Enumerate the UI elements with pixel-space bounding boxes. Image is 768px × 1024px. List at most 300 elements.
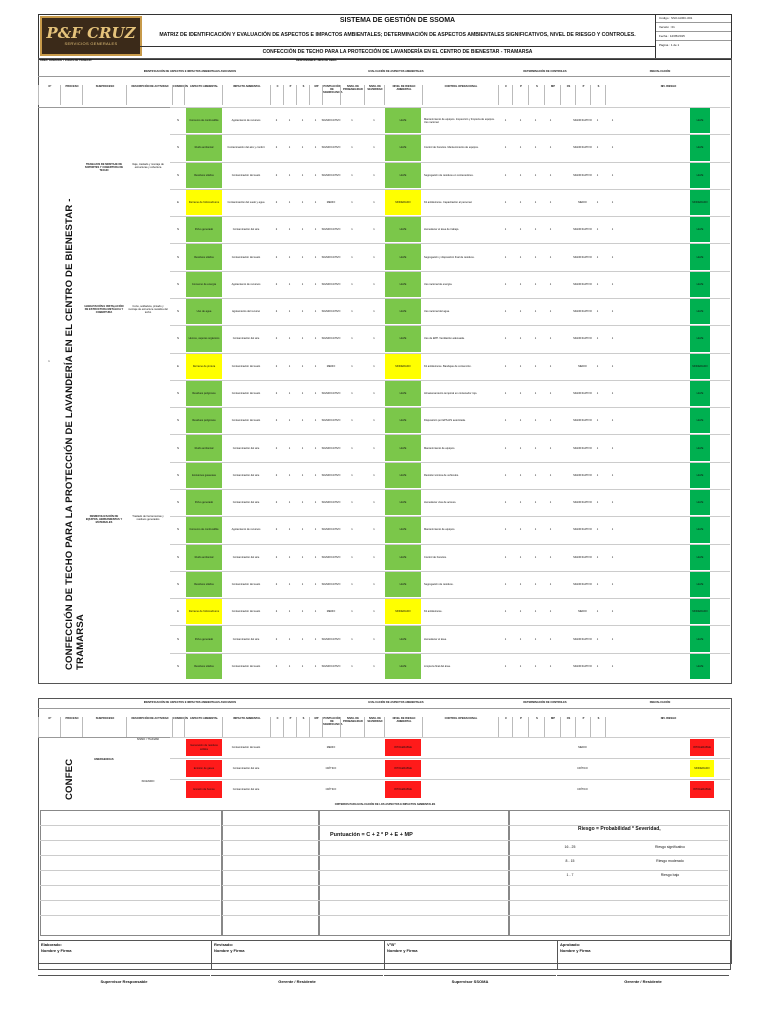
eval-value: 1: [301, 664, 304, 668]
signature-name: Nombre y Firma: [387, 948, 418, 953]
reeval-value: 1: [549, 337, 552, 341]
control-cell: Kit antiderrame.: [424, 610, 443, 614]
eval-value: 1: [301, 200, 304, 204]
reeval-value: 1: [504, 228, 507, 232]
probability-cell: 1: [351, 419, 353, 423]
column-header: NIVEL DE RIESGO AMBIENTAL: [384, 717, 423, 737]
control-cell: Humedecer el área de trabajo.: [424, 228, 460, 232]
score-cell: MEDIO: [326, 200, 336, 204]
severity-cell: 1: [373, 501, 375, 505]
eval-value: 1: [314, 391, 317, 395]
risk-range: 1 - 7: [566, 873, 574, 877]
condition-cell: N: [177, 146, 179, 150]
process-c-desc: Traslado de herramientas y residuos generados: [132, 515, 164, 522]
eval-value: 1: [314, 528, 317, 532]
impact-cell: Agotamiento de recursos: [231, 282, 261, 286]
eval-value: 1: [314, 146, 317, 150]
score-cell: SIGNIFICATIVO: [321, 391, 341, 395]
eval-value: 2: [275, 337, 278, 341]
reeval-value: 1: [534, 200, 537, 204]
eval-value: 1: [301, 473, 304, 477]
eval-value: 2: [275, 310, 278, 314]
legend-row-line: [40, 825, 220, 826]
impact-cell: Agotamiento de recursos: [231, 119, 261, 123]
process-a-desc: Izaje, traslado y montaje de estructuras y cobertura: [132, 163, 164, 170]
reeval-value: 1: [534, 364, 537, 368]
probability-cell: 1: [351, 582, 353, 586]
reeval-score: SIGNIFICATIVO: [573, 146, 592, 150]
reeval-risk: MODERADO: [690, 354, 710, 379]
aspect-cell: Derrame de hidrocarburos: [186, 599, 222, 624]
system-title: SISTEMA DE GESTIÓN DE SSOMA: [339, 17, 456, 24]
formula-label: Puntuación =: [330, 832, 365, 838]
eval-value: 1: [301, 419, 304, 423]
reeval-value: 1: [504, 255, 507, 259]
aspect-cell: Polvo generado: [186, 490, 222, 515]
eval-value: 1: [288, 200, 291, 204]
eval-value: 1: [288, 228, 291, 232]
eval-value: 2: [275, 200, 278, 204]
eval-value: 1: [288, 610, 291, 614]
reeval-value: 1: [519, 501, 522, 505]
reeval-p: 1: [596, 364, 599, 368]
eval-value: 1: [301, 255, 304, 259]
eval-value: 1: [314, 501, 317, 505]
eval-value: 2: [275, 119, 278, 123]
aspect-cell: Ruido ambiental: [186, 435, 222, 460]
reeval-value: 1: [534, 310, 537, 314]
severity-cell: 1: [373, 555, 375, 559]
eval-value: 2: [275, 528, 278, 532]
eval-value: 1: [314, 664, 317, 668]
signature-role: Supervisor SSOMA: [384, 975, 556, 984]
eval-value: 1: [288, 282, 291, 286]
process-b: HABILITACIÓN E INSTALACIÓN DE ESTRUCTURA METÁLICA Y COBERTURA: [84, 305, 124, 315]
reeval-p: 1: [596, 200, 599, 204]
eval-value: 2: [275, 391, 278, 395]
column-header: N°: [38, 717, 61, 737]
column-header: N°: [38, 85, 61, 105]
aspect-cell: Residuos sólidos: [186, 163, 222, 188]
column-header: ASPECTO AMBIENTAL: [184, 717, 223, 737]
impact-cell: Contaminación del aire: [232, 555, 260, 559]
control-cell: Mantenimiento de equipos.: [424, 528, 456, 532]
reeval-value: 1: [549, 282, 552, 286]
reeval-value: 1: [534, 119, 537, 123]
eval-value: 2: [275, 664, 278, 668]
reeval-risk: LEVE: [690, 626, 710, 651]
process-a: TRABAJOS DE MONTAJE DE SOPORTES Y COBERTURA DE TECHO: [84, 163, 124, 173]
score-cell: SIGNIFICATIVO: [321, 228, 341, 232]
reeval-s: 1: [611, 528, 614, 532]
reeval-value: 1: [549, 610, 552, 614]
reeval-risk: LEVE: [690, 654, 710, 679]
reeval-p: 1: [596, 419, 599, 423]
severity-cell: 1: [373, 337, 375, 341]
reeval-value: 1: [519, 528, 522, 532]
eval-value: 2: [275, 228, 278, 232]
reeval-value: 1: [549, 528, 552, 532]
risk-cell: LEVE: [385, 272, 421, 297]
doc-page: Página : 1 de 1: [659, 43, 680, 47]
reeval-value: 1: [549, 146, 552, 150]
reeval-value: 1: [504, 282, 507, 286]
table1-header-row: [38, 76, 730, 108]
reeval-p: 1: [596, 282, 599, 286]
risk-level: Riesgo significativo: [655, 845, 685, 849]
reeval-p: 1: [596, 473, 599, 477]
reeval-value: 1: [504, 200, 507, 204]
column-header: PROCESO: [60, 717, 83, 737]
impact-cell: Contaminación del suelo: [231, 255, 261, 259]
score-cell: SIGNIFICATIVO: [321, 637, 341, 641]
reeval-value: 1: [534, 255, 537, 259]
reeval-value: 1: [519, 282, 522, 286]
control-cell: Segregación de residuos en contenedores.: [424, 173, 474, 177]
condition-cell: E: [177, 364, 179, 368]
reeval-p: 1: [596, 391, 599, 395]
legend-row-line: [222, 855, 318, 856]
legend-table-2: [222, 810, 320, 936]
reeval-value: 1: [504, 146, 507, 150]
reeval-risk: LEVE: [690, 108, 710, 133]
reeval-score: SIGNIFICATIVO: [573, 501, 592, 505]
reeval-score: CRÍTICO: [577, 766, 588, 770]
reeval-value: 1: [534, 501, 537, 505]
eval-value: 1: [301, 173, 304, 177]
doc-date: Fecha : 12/05/2015: [656, 32, 731, 41]
condition-cell: N: [177, 228, 179, 232]
risk-cell: INTOLERABLE: [385, 760, 421, 777]
column-header: S: [528, 85, 545, 105]
side-project-title-2: CONFEC: [64, 758, 75, 800]
reeval-risk: LEVE: [690, 545, 710, 570]
reeval-p: 1: [596, 310, 599, 314]
reeval-value: 1: [504, 473, 507, 477]
risk-cell: LEVE: [385, 490, 421, 515]
condition-cell: N: [177, 446, 179, 450]
legend-row-line: [222, 900, 318, 901]
doc-version: Versión : 01: [656, 23, 731, 32]
aspect-cell: Generación de residuos sólidos: [186, 739, 222, 756]
signature-name: Nombre y Firma: [41, 948, 72, 953]
reeval-value: 1: [534, 391, 537, 395]
group-aspect: IDENTIFICACIÓN DE ASPECTOS E IMPACTOS AMBIENTALES ASOCIADOS: [143, 70, 237, 73]
condition-cell: N: [177, 664, 179, 668]
reeval-risk: LEVE: [690, 408, 710, 433]
reeval-s: 1: [611, 119, 614, 123]
column-header: MP: [309, 717, 323, 737]
reeval-risk: LEVE: [690, 135, 710, 160]
severity-cell: 1: [373, 282, 375, 286]
reeval-value: 1: [549, 200, 552, 204]
reeval-value: 1: [504, 555, 507, 559]
signature-label: Revisado:: [214, 942, 234, 947]
probability-cell: 1: [351, 664, 353, 668]
legend-row-line: [40, 915, 220, 916]
column-header: P: [575, 717, 591, 737]
signature-box: [38, 940, 212, 970]
severity-cell: 1: [373, 664, 375, 668]
control-cell: Uso de EPP. Ventilación adecuada.: [424, 337, 465, 341]
column-header: CONTROL OPERACIONAL: [422, 717, 499, 737]
subprocess-incendio: INCENDIO: [141, 780, 155, 783]
impact-cell: Contaminación del aire: [232, 637, 260, 641]
eval-value: 1: [314, 473, 317, 477]
probability-cell: 1: [351, 282, 353, 286]
impact-cell: Contaminación del aire: [232, 787, 260, 791]
eval-value: 1: [301, 310, 304, 314]
control-cell: Kit antiderrame. Capacitación al personal.: [424, 200, 473, 204]
control-cell: Control de horarios.: [424, 555, 447, 559]
reeval-score: SIGNIFICATIVO: [573, 228, 592, 232]
reeval-s: 1: [611, 664, 614, 668]
reeval-risk: LEVE: [690, 435, 710, 460]
reeval-p: 1: [596, 501, 599, 505]
reeval-value: 1: [504, 310, 507, 314]
process-emergency: EMERGENCIAS: [94, 758, 114, 761]
formula-text: C + 2 * P + E + MP: [366, 832, 413, 838]
legend-row-line: [508, 870, 728, 871]
control-cell: Mantenimiento de equipos. Inspección y limpieza de equipos. Uso racional.: [424, 117, 495, 124]
column-header: PUNTUACIÓN DE SIGNIFICANCIA: [322, 85, 341, 105]
reeval-value: 1: [504, 501, 507, 505]
eval-value: 1: [314, 310, 317, 314]
eval-value: 1: [288, 419, 291, 423]
reeval-score: SIGNIFICATIVO: [573, 119, 592, 123]
condition-cell: N: [177, 473, 179, 477]
reeval-risk: MODERADO: [690, 599, 710, 624]
risk-cell: LEVE: [385, 299, 421, 324]
column-header: P: [575, 85, 591, 105]
eval-value: 1: [301, 119, 304, 123]
column-header: S: [590, 85, 606, 105]
condition-cell: E: [177, 200, 179, 204]
reeval-score: MEDIO: [578, 200, 587, 204]
reeval-value: 1: [504, 391, 507, 395]
reeval-p: 1: [596, 446, 599, 450]
legend-row-line: [508, 915, 728, 916]
column-header: C: [498, 85, 513, 105]
reeval-s: 1: [611, 637, 614, 641]
reeval-value: 1: [519, 637, 522, 641]
column-header: P: [283, 85, 297, 105]
severity-cell: 1: [373, 119, 375, 123]
eval-value: 1: [288, 637, 291, 641]
severity-cell: 1: [373, 391, 375, 395]
impact-cell: Contaminación del suelo: [231, 664, 261, 668]
column-header: C: [270, 85, 284, 105]
severity-cell: 1: [373, 610, 375, 614]
reeval-risk: LEVE: [690, 463, 710, 488]
column-header: SUBPROCESO: [82, 85, 127, 105]
reeval-risk: LEVE: [690, 517, 710, 542]
impact-cell: Contaminación del suelo: [231, 364, 261, 368]
reeval-p: 1: [596, 637, 599, 641]
eval-value: 1: [314, 173, 317, 177]
score-cell: SIGNIFICATIVO: [321, 664, 341, 668]
score-cell: SIGNIFICATIVO: [321, 501, 341, 505]
eval-value: 1: [314, 446, 317, 450]
eval-value: 1: [288, 173, 291, 177]
impact-cell: Contaminación del suelo: [231, 173, 261, 177]
area-label: AREA: ALMACEN Y ZONAS DE TRABAJO: [40, 59, 92, 62]
risk-cell: LEVE: [385, 435, 421, 460]
eval-value: 1: [288, 473, 291, 477]
condition-cell: N: [177, 337, 179, 341]
eval-value: 2: [275, 364, 278, 368]
eval-value: 1: [301, 337, 304, 341]
reeval-value: 1: [504, 173, 507, 177]
score-cell: SIGNIFICATIVO: [321, 582, 341, 586]
reeval-value: 1: [534, 610, 537, 614]
aspect-cell: Polvo generado: [186, 217, 222, 242]
aspect-cell: Residuos sólidos: [186, 654, 222, 679]
eval-value: 1: [301, 582, 304, 586]
aspect-cell: Ruido ambiental: [186, 545, 222, 570]
responsible-label: RESPONSABLE: JEFE DE OBRA: [296, 59, 337, 62]
reeval-risk: LEVE: [690, 272, 710, 297]
risk-cell: LEVE: [385, 381, 421, 406]
risk-range: 8 - 15: [565, 859, 575, 863]
probability-cell: 1: [351, 310, 353, 314]
reeval-p: 1: [596, 337, 599, 341]
aspect-cell: Residuos peligrosos: [186, 408, 222, 433]
reeval-score: SIGNIFICATIVO: [573, 282, 592, 286]
score-cell: MEDIO: [326, 364, 336, 368]
score-cell: SIGNIFICATIVO: [321, 337, 341, 341]
reeval-risk: LEVE: [690, 326, 710, 351]
reeval-s: 1: [611, 555, 614, 559]
group-reeval-2: REEVALUACIÓN: [649, 701, 671, 704]
doc-code: Código : SSO-IAIRC-001: [656, 14, 731, 23]
reeval-s: 1: [611, 446, 614, 450]
reeval-value: 1: [504, 637, 507, 641]
severity-cell: 1: [373, 228, 375, 232]
eval-value: 2: [275, 282, 278, 286]
eval-value: 1: [301, 364, 304, 368]
column-header: CONDICIÓN: [172, 85, 185, 105]
eval-value: 2: [275, 419, 278, 423]
legend-row-line: [508, 885, 728, 886]
risk-cell: MODERADO: [385, 599, 421, 624]
reeval-p: 1: [596, 228, 599, 232]
reeval-s: 1: [611, 255, 614, 259]
column-header: NIVEL DE SEVERIDAD: [364, 85, 385, 105]
control-cell: Uso racional del agua.: [424, 310, 450, 314]
column-header: S: [590, 717, 606, 737]
signature-name: Nombre y Firma: [214, 948, 245, 953]
aspect-cell: Polvo generado: [186, 626, 222, 651]
document-meta: [655, 14, 731, 58]
reeval-risk: LEVE: [690, 490, 710, 515]
signature-role: Supervisor Responsable: [38, 975, 210, 984]
column-header: NIVEL DE RIESGO AMBIENTAL: [384, 85, 423, 105]
column-header: CONDICIÓN: [172, 717, 185, 737]
impact-cell: Contaminación del aire: [232, 228, 260, 232]
column-header: MP: [309, 85, 323, 105]
reeval-score: SIGNIFICATIVO: [573, 337, 592, 341]
column-header: NIVEL DE PROBABILIDAD: [340, 717, 365, 737]
condition-cell: N: [177, 637, 179, 641]
legend-title: CRITERIOS PARA EVALUACIÓN DE LOS ASPECTOS E IMPACTOS AMBIENTALES: [334, 803, 436, 806]
aspect-cell: Consumo de energía: [186, 272, 222, 297]
probability-cell: 1: [351, 528, 353, 532]
condition-cell: N: [177, 419, 179, 423]
reeval-score: SIGNIFICATIVO: [573, 664, 592, 668]
eval-value: 1: [314, 637, 317, 641]
severity-cell: 1: [373, 473, 375, 477]
legend-row-line: [222, 870, 318, 871]
severity-cell: 1: [373, 637, 375, 641]
aspect-cell: Humos, vapores orgánicos: [186, 326, 222, 351]
reeval-value: 1: [549, 419, 552, 423]
score-cell: SIGNIFICATIVO: [321, 173, 341, 177]
probability-cell: 1: [351, 610, 353, 614]
eval-value: 2: [275, 446, 278, 450]
risk-cell: LEVE: [385, 408, 421, 433]
reeval-s: 1: [611, 582, 614, 586]
impact-cell: Contaminación del aire: [232, 766, 260, 770]
column-header: MP: [544, 85, 561, 105]
eval-value: 1: [301, 282, 304, 286]
reeval-value: 1: [534, 228, 537, 232]
logo-text: P&F CRUZ: [46, 24, 136, 42]
reeval-risk: INTOLERABLE: [690, 781, 714, 798]
eval-value: 1: [288, 664, 291, 668]
column-header: P: [283, 717, 297, 737]
score-cell: SIGNIFICATIVO: [321, 528, 341, 532]
eval-value: 1: [288, 582, 291, 586]
reeval-value: 1: [549, 501, 552, 505]
eval-value: 1: [288, 146, 291, 150]
risk-range: 16 - 25: [564, 845, 576, 849]
impact-cell: Agotamiento de recursos: [231, 528, 261, 532]
control-cell: Limpieza final del área.: [424, 664, 451, 668]
reeval-p: 1: [596, 582, 599, 586]
reeval-value: 1: [549, 391, 552, 395]
risk-cell: LEVE: [385, 626, 421, 651]
probability-cell: 1: [351, 337, 353, 341]
score-cell: MEDIO: [326, 610, 336, 614]
condition-cell: N: [177, 555, 179, 559]
condition-cell: N: [177, 391, 179, 395]
severity-cell: 1: [373, 528, 375, 532]
probability-cell: 1: [351, 119, 353, 123]
severity-cell: 1: [373, 446, 375, 450]
condition-cell: N: [177, 310, 179, 314]
column-header: CS: [560, 717, 576, 737]
reeval-value: 1: [549, 364, 552, 368]
impact-cell: Contaminación del aire: [232, 446, 260, 450]
control-cell: Almacenamiento temporal en contenedor rojo.: [424, 391, 478, 395]
reeval-score: SIGNIFICATIVO: [573, 637, 592, 641]
probability-cell: 1: [351, 555, 353, 559]
condition-cell: N: [177, 255, 179, 259]
eval-value: 1: [288, 337, 291, 341]
eval-value: 1: [301, 555, 304, 559]
reeval-value: 1: [519, 364, 522, 368]
eval-value: 2: [275, 473, 278, 477]
reeval-value: 1: [504, 364, 507, 368]
eval-value: 1: [314, 228, 317, 232]
eval-value: 1: [314, 255, 317, 259]
signature-role: Gerente / Residente: [211, 975, 383, 984]
reeval-p: 1: [596, 555, 599, 559]
reeval-risk: LEVE: [690, 217, 710, 242]
reeval-s: 1: [611, 473, 614, 477]
risk-formula: Riesgo = Probabilidad * Severidad,: [578, 826, 661, 832]
